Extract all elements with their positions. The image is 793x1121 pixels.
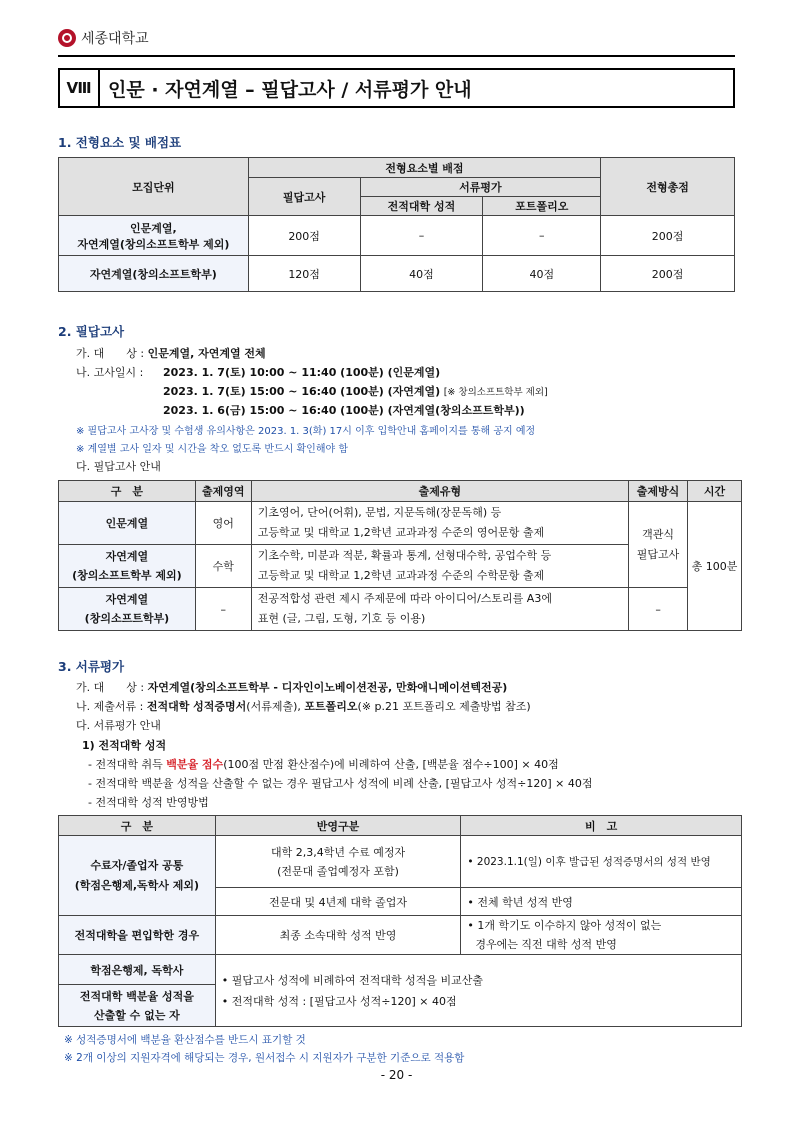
type-line: 고등학교 및 대학교 1,2학년 교과과정 수준의 수학문항 출제 [257,569,545,582]
reflect-cell: 최종 소속대학 성적 반영 [215,916,461,955]
h-type: 출제유형 [251,481,628,502]
label: 가. 대 상 : [76,347,145,360]
date-text: 2023. 1. 7(토) 15:00 ~ 16:40 (100분) (자연계열) [163,385,441,398]
exam-date: 2023. 1. 6(금) 15:00 ~ 16:40 (100분) (자연계열(창의소프트학부)) [163,404,525,417]
div-cell [59,985,216,1027]
col-written: 필답고사 [248,178,360,216]
div-line: 수료자/졸업자 공통 [90,858,184,872]
doc-plain: (서류제출), [246,700,305,713]
reflect-cell [215,836,461,888]
exam-date [163,383,548,399]
div-cell: 학점은행제, 독학사 [59,955,216,985]
doc-submission [76,698,531,714]
type-line: 표현 (글, 그림, 도형, 기호 등 이용) [257,612,426,625]
col-total: 전형총점 [601,158,735,216]
table-row [59,916,742,955]
div-cell: 인문계열 [59,502,196,545]
method-cell: – [629,588,688,631]
written-cell: 120점 [248,256,360,292]
subsection-title: 1) 전적대학 성적 [82,739,167,752]
note-line: • 필답고사 성적에 비례하여 전적대학 성적을 비교산출 [221,973,483,987]
col-element: 전형요소별 배점 [248,158,600,178]
header-divider [58,55,735,57]
h-area: 출제영역 [195,481,251,502]
div-line: (학점은행제,독학사 제외) [74,878,200,892]
note-line: • 1개 학기도 이수하지 않아 성적이 없는 [467,919,662,932]
h-method: 출제방식 [629,481,688,502]
page-heading [58,68,735,108]
type-cell [251,502,628,545]
area-cell: 수학 [195,545,251,588]
area-cell: – [195,588,251,631]
area-cell: 영어 [195,502,251,545]
page-title: 인문 · 자연계열 – 필답고사 / 서류평가 안내 [108,78,472,101]
table-row [59,256,735,292]
div-line: 자연계열 [105,550,149,563]
label: 가. 대 상 : [76,681,145,694]
type-line: 기초수학, 미분과 적분, 확률과 통계, 선형대수학, 공업수학 등 [257,549,552,562]
table-row [59,836,742,888]
h-div: 구 분 [59,816,216,836]
notice: ※ 성적증명서에 백분율 환산점수를 반드시 표기할 것 [64,1034,306,1046]
section3-title: 3. 서류평가 [58,659,125,674]
exam-date: 2023. 1. 7(토) 10:00 ~ 11:40 (100분) (인문계열) [163,366,441,379]
portfolio-cell: – [483,216,601,256]
h-div: 구 분 [59,481,196,502]
transcript-cell: – [360,216,483,256]
value: 자연계열(창의소프트학부 - 디자인이노베이션전공, 만화애니메이션텍전공) [147,681,508,694]
notice: ※ 필답고사 고사장 및 수험생 유의사항은 2023. 1. 3(화) 17시 이후 입학안내 홈페이지를 통해 공지 예정 [76,426,536,437]
div-cell [59,545,196,588]
note-line: • 전적대학 성적 : [필답고사 성적÷120] × 40점 [221,994,457,1008]
university-seal-icon [58,29,76,47]
label: 나. 제출서류 : [76,700,144,713]
method-cell [629,502,688,588]
h-note: 비 고 [461,816,742,836]
value: 인문계열, 자연계열 전체 [147,347,266,360]
section1-title: 1. 전형요소 및 배점표 [58,135,182,150]
note-cell: • 2023.1.1(일) 이후 발급된 성적증명서의 성적 반영 [461,836,742,888]
guide-label: 다. 필답고사 안내 [76,460,161,473]
score-table [58,157,735,292]
written-target [76,345,266,361]
exam-table [58,480,742,631]
table-row [59,955,742,985]
transcript-cell: 40점 [360,256,483,292]
note-cell [215,955,741,1027]
bullet-text: (100점 만점 환산점수)에 비례하여 산출, [백분율 점수÷100] × 40점 [223,758,559,771]
method-line: 필답고사 [636,547,680,561]
type-line: 전공적합성 관련 제시 주제문에 따라 아이디어/스토리를 A3에 [257,592,552,605]
unit-cell [59,216,249,256]
doc-target [76,679,507,695]
div-cell [59,588,196,631]
unit-line: 자연계열(창의소프트학부 제외) [77,237,230,251]
col-transcript: 전적대학 성적 [360,197,483,216]
bullet [88,756,559,772]
type-cell [251,588,628,631]
bullet-text: - 전적대학 취득 [88,758,167,771]
bullet: - 전적대학 성적 반영방법 [88,796,209,809]
col-unit: 모집단위 [59,158,249,216]
total-cell: 200점 [601,256,735,292]
div-line: 산출할 수 없는 자 [93,1008,180,1022]
div-cell [59,836,216,916]
col-doc: 서류평가 [360,178,601,197]
table-row [59,216,735,256]
doc-transcript: 전적대학 성적증명서 [146,700,247,713]
transcript-table [58,815,742,1027]
div-line: 전적대학 백분율 성적을 [79,989,194,1003]
doc-plain: (※ p.21 포트폴리오 제출방법 참조) [357,700,531,713]
logo-text: 세종대학교 [81,31,149,47]
time-cell: 총 100분 [688,502,742,631]
total-cell: 200점 [601,216,735,256]
date-note: [※ 창의소프트학부 제외] [443,387,548,398]
div-line: (창의소프트학부 제외) [72,569,182,582]
table-row [59,502,742,545]
page-number: - 20 - [380,1068,413,1082]
note-line: 경우에는 직전 대학 성적 반영 [475,938,617,951]
section2-title: 2. 필답고사 [58,324,125,339]
unit-cell: 자연계열(창의소프트학부) [59,256,249,292]
portfolio-cell: 40점 [483,256,601,292]
written-date-label: 나. 고사일시 : [76,366,144,379]
highlight-text: 백분율 점수 [166,758,224,771]
h-time: 시간 [688,481,742,502]
notice: ※ 2개 이상의 지원자격에 해당되는 경우, 원서접수 시 지원자가 구분한 기준으로 적용함 [64,1052,465,1064]
table-row [59,588,742,631]
written-cell: 200점 [248,216,360,256]
type-cell [251,545,628,588]
chapter-number: Ⅷ [60,70,100,106]
reflect-line: (전문대 졸업예정자 포함) [277,864,399,878]
bullet: - 전적대학 백분율 성적을 산출할 수 없는 경우 필답고사 성적에 비례 산출, [필답고사 성적÷120] × 40점 [88,777,593,790]
reflect-cell: 전문대 및 4년제 대학 졸업자 [215,888,461,916]
guide-label: 다. 서류평가 안내 [76,719,161,732]
notice: ※ 계열별 고사 일자 및 시간을 착오 없도록 반드시 확인해야 함 [76,444,349,455]
note-cell [461,916,742,955]
col-portfolio: 포트폴리오 [483,197,601,216]
div-line: (창의소프트학부) [84,612,170,625]
university-logo [58,28,149,48]
type-line: 기초영어, 단어(어휘), 문법, 지문독해(장문독해) 등 [257,506,502,519]
doc-portfolio: 포트폴리오 [304,700,358,713]
method-line: 객관식 [642,527,674,541]
note-cell: • 전체 학년 성적 반영 [461,888,742,916]
h-reflect: 반영구분 [215,816,461,836]
div-line: 자연계열 [105,593,149,606]
type-line: 고등학교 및 대학교 1,2학년 교과과정 수준의 영어문항 출제 [257,526,545,539]
reflect-line: 대학 2,3,4학년 수료 예정자 [270,845,406,859]
div-cell: 전적대학을 편입학한 경우 [59,916,216,955]
unit-line: 인문계열, [130,221,177,235]
